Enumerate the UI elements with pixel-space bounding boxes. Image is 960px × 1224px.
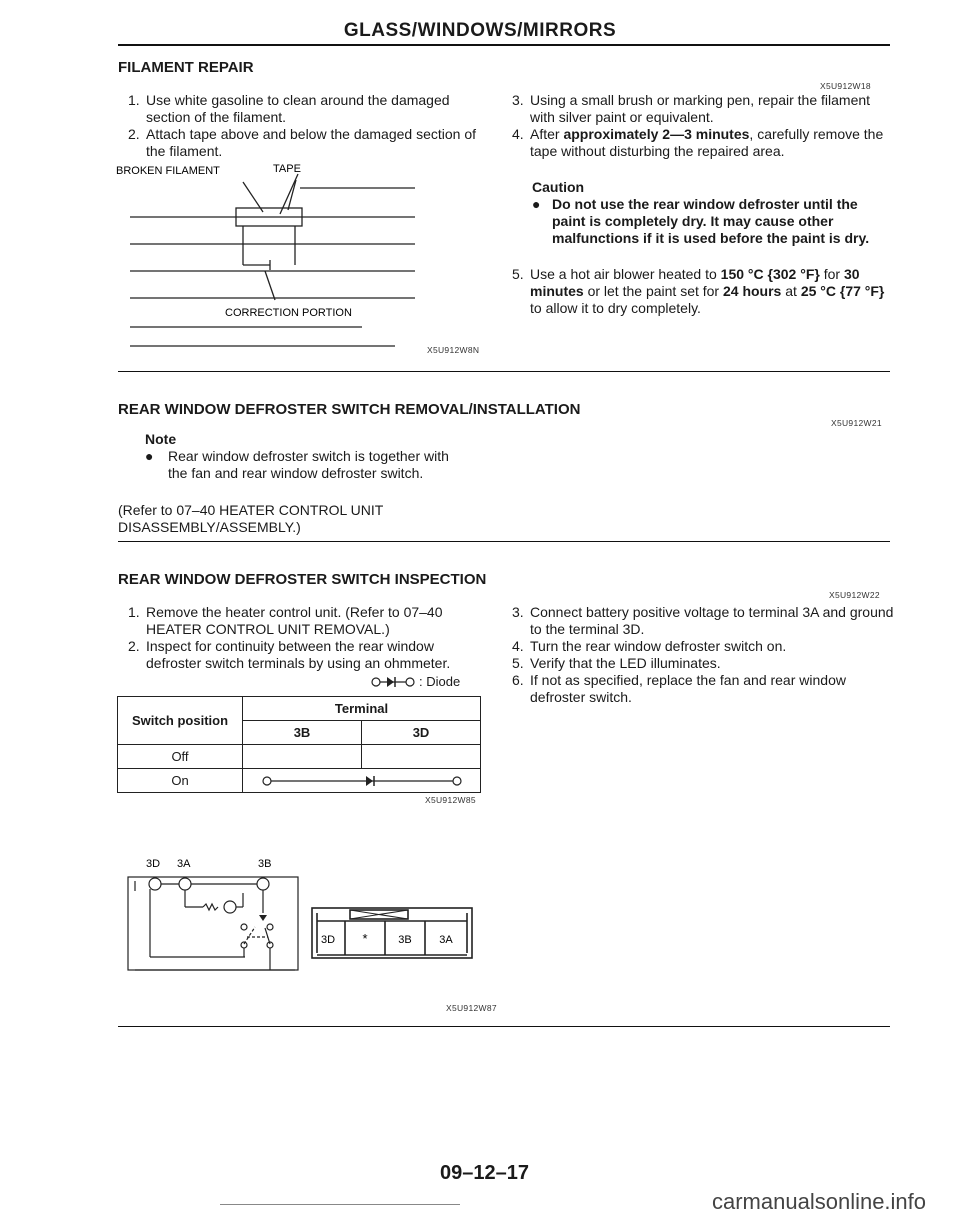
continuity-diode-icon bbox=[262, 773, 462, 789]
connector-outline bbox=[312, 908, 472, 958]
inspection-step-1: 1. Remove the heater control unit. (Refer to 07–40 HEATER CONTROL UNIT REMOVAL.) bbox=[128, 604, 443, 637]
filament-diagram bbox=[110, 160, 500, 360]
pin-3b: 3B bbox=[398, 934, 412, 946]
filament-title: FILAMENT REPAIR bbox=[118, 59, 254, 76]
section-rule-3 bbox=[118, 1026, 890, 1027]
diode-legend: : Diode bbox=[371, 674, 460, 689]
row-on-label: On bbox=[118, 769, 243, 793]
switch-circuit-diagram bbox=[125, 855, 495, 975]
table-row-off bbox=[118, 745, 481, 769]
filament-figure bbox=[110, 160, 500, 360]
inspection-step-2: 2. Inspect for continuity between the rear window defroster switch terminals by using an ohmmeter. bbox=[128, 638, 451, 671]
table-code: X5U912W85 bbox=[425, 795, 476, 805]
column-3d: 3D bbox=[362, 721, 481, 745]
filament-code: X5U912W18 bbox=[820, 81, 871, 91]
filament-left-steps bbox=[128, 92, 483, 160]
filament-figure-code: X5U912W8N bbox=[427, 345, 480, 355]
filament-step-4: 4. After approximately 2—3 minutes, carefully remove the tape without disturbing the repaired area. bbox=[512, 126, 884, 159]
broken-filament-label: BROKEN FILAMENT bbox=[116, 165, 220, 177]
watermark-text: carmanualsonline.info bbox=[712, 1189, 927, 1214]
label-3a: 3A bbox=[177, 858, 191, 870]
terminal-header: Terminal bbox=[243, 697, 481, 721]
note-title: Note bbox=[145, 431, 177, 447]
filament-step-5: 5. Use a hot air blower heated to 150 °C {302 °F} for 30 minutes or let the paint set for 24 hours at 25 °C {77 °F} to allow it to dry completely. bbox=[512, 266, 885, 316]
inspection-right-steps bbox=[512, 604, 894, 706]
row-off-label: Off bbox=[118, 745, 243, 769]
switch-position-header: Switch position bbox=[118, 697, 243, 745]
circuit-figure bbox=[125, 855, 495, 975]
page-number: 09–12–17 bbox=[440, 1162, 529, 1184]
switch-continuity-table bbox=[117, 696, 481, 793]
circuit-wiring bbox=[128, 877, 298, 970]
removal-title: REAR WINDOW DEFROSTER SWITCH REMOVAL/INSTALLATION bbox=[118, 401, 581, 418]
pin-3d: 3D bbox=[320, 934, 336, 946]
pin-3a: 3A bbox=[439, 934, 453, 946]
filament-lower-lines bbox=[130, 327, 395, 346]
column-3b: 3B bbox=[243, 721, 362, 745]
removal-code: X5U912W21 bbox=[831, 418, 882, 428]
circuit-code: X5U912W87 bbox=[446, 1003, 497, 1013]
inspection-step-5: 5. Verify that the LED illuminates. bbox=[512, 655, 721, 671]
label-3d: 3D bbox=[146, 858, 161, 870]
footer-scan-line bbox=[220, 1204, 460, 1205]
inspection-code: X5U912W22 bbox=[829, 590, 880, 600]
section-rule-1 bbox=[118, 371, 890, 372]
removal-note bbox=[145, 431, 465, 482]
table-row-on bbox=[118, 769, 481, 793]
section-rule-2 bbox=[118, 541, 890, 542]
inspection-step-4: 4. Turn the rear window defroster switch on. bbox=[512, 638, 787, 654]
diode-symbol-icon bbox=[371, 675, 415, 689]
inspection-title: REAR WINDOW DEFROSTER SWITCH INSPECTION bbox=[118, 571, 487, 588]
inspection-step-3: 3. Connect battery positive voltage to terminal 3A and ground to the terminal 3D. bbox=[512, 604, 894, 637]
caution-title: Caution bbox=[532, 179, 585, 195]
inspection-left-steps bbox=[128, 604, 488, 672]
caution-item: ● Do not use the rear window defroster until the paint is completely dry. It may cause other malfunctions if it is used before the paint is dry. bbox=[532, 196, 870, 246]
filament-step-2: 2. Attach tape above and below the damaged section of the filament. bbox=[128, 126, 477, 159]
pin-empty: * bbox=[362, 931, 368, 946]
removal-refer: (Refer to 07–40 HEATER CONTROL UNIT DISASSEMBLY/ASSEMBLY.) bbox=[118, 502, 384, 535]
header-rule bbox=[118, 44, 890, 46]
filament-right-steps bbox=[512, 92, 894, 317]
row-off-3b bbox=[243, 745, 362, 769]
label-3b: 3B bbox=[258, 858, 272, 870]
row-off-3d bbox=[362, 745, 481, 769]
page-header: GLASS/WINDOWS/MIRRORS bbox=[343, 20, 617, 41]
tape-label: TAPE bbox=[273, 163, 301, 175]
inspection-step-6: 6. If not as specified, replace the fan and rear window defroster switch. bbox=[512, 672, 846, 705]
filament-lines bbox=[130, 174, 415, 300]
row-on-continuity bbox=[243, 769, 481, 793]
correction-portion-label: CORRECTION PORTION bbox=[225, 307, 352, 319]
filament-step-3: 3. Using a small brush or marking pen, repair the filament with silver paint or equivalent. bbox=[512, 92, 871, 125]
filament-step-1: 1. Use white gasoline to clean around the damaged section of the filament. bbox=[128, 92, 450, 125]
note-item: ● Rear window defroster switch is together with the fan and rear window defroster switch. bbox=[145, 448, 449, 481]
table-header-row bbox=[118, 697, 481, 721]
